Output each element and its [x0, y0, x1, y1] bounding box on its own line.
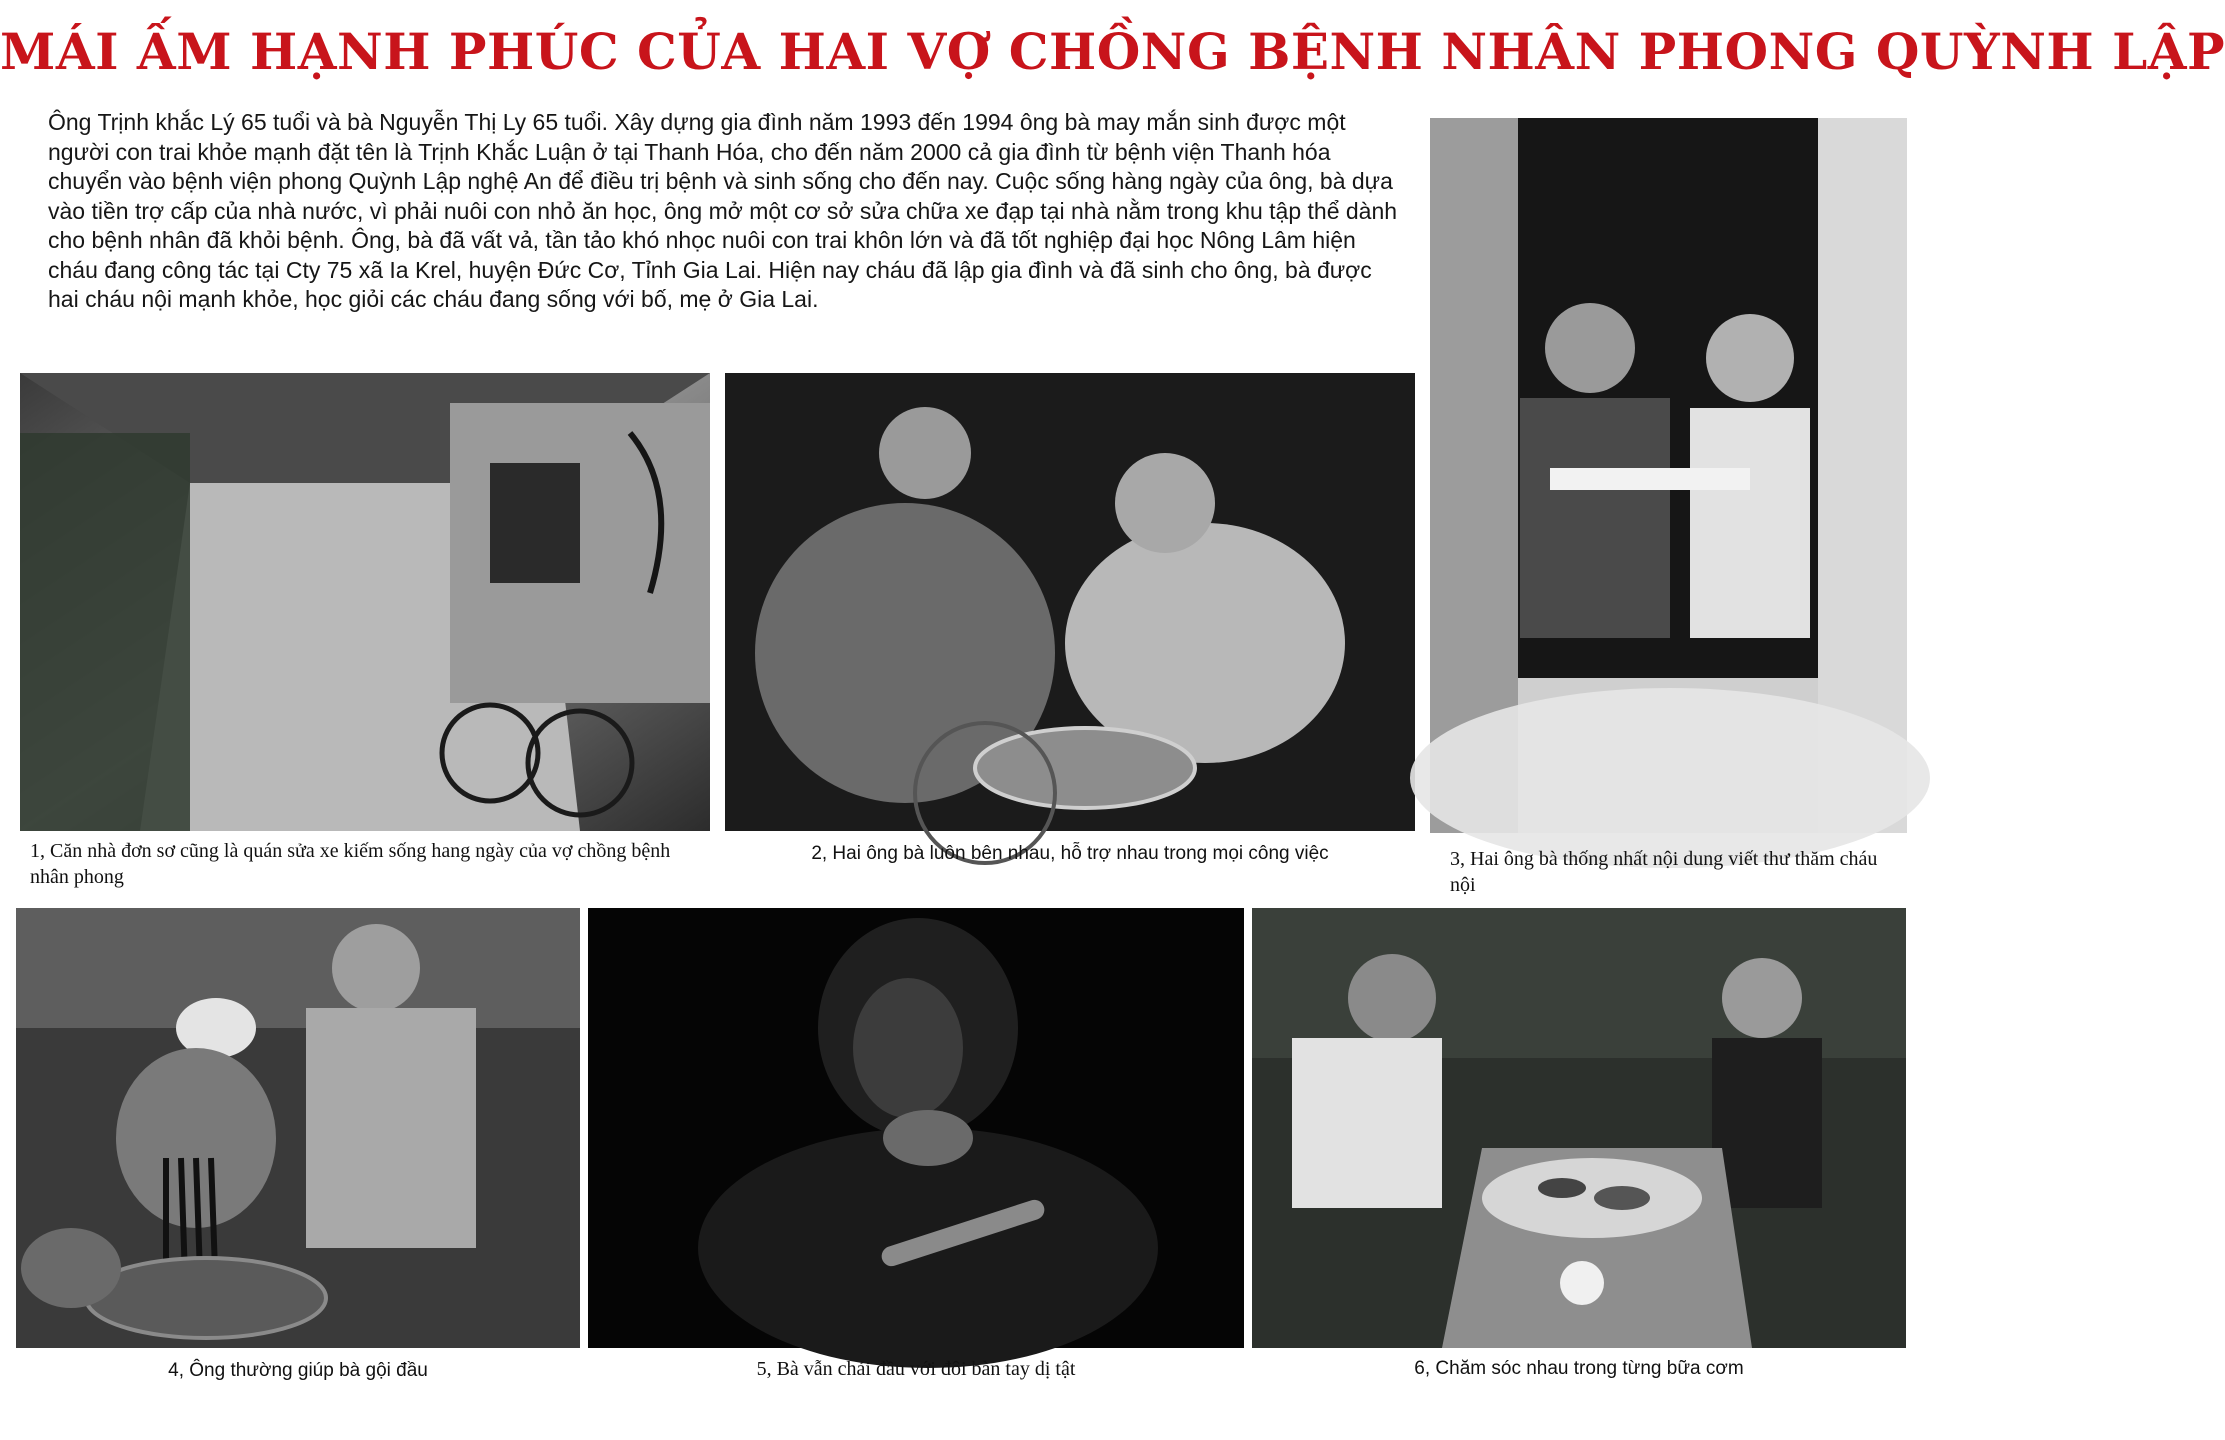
photo-5-combing-hair [588, 908, 1244, 1348]
photo-4-washing-hair [16, 908, 580, 1348]
photo-3-writing-letter [1430, 118, 1907, 833]
intro-paragraph: Ông Trịnh khắc Lý 65 tuổi và bà Nguyễn Thị Ly 65 tuổi. Xây dựng gia đình năm 1993 đến 1994 ông bà may mắn sinh được một người con trai khỏe mạnh đặt tên là Trịnh Khắc Luận ở tại Thanh Hóa, cho đến năm 2000 cả gia đình từ bệnh viện Thanh hóa chuyển vào bệnh viện phong Quỳnh Lập nghệ An để điều trị bệnh và sinh sống cho đến nay. Cuộc sống hàng ngày của ông, bà dựa vào tiền trợ cấp của nhà nước, vì phải nuôi con nhỏ ăn học, ông mở một cơ sở sửa chữa xe đạp tại nhà nằm trong khu tập thể dành cho bệnh nhân đã khỏi bệnh. Ông, bà đã vất vả, tần tảo khó nhọc nuôi con trai khôn lớn và đã tốt nghiệp đại học Nông Lâm hiện cháu đang công tác tại Cty 75 xã Ia Krel, huyện Đức Cơ, Tỉnh Gia Lai. Hiện nay cháu đã lập gia đình và đã sinh cho ông, bà được hai cháu nội mạnh khỏe, học giỏi các cháu đang sống với bố, mẹ ở Gia Lai. [48, 109, 1398, 312]
photo-6-caption: 6, Chăm sóc nhau trong từng bữa cơm [1414, 1358, 1744, 1379]
photo-1-repair-shop [20, 373, 710, 831]
photo-2-caption: 2, Hai ông bà luôn bên nhau, hỗ trợ nhau trong mọi công việc [811, 843, 1329, 864]
photo-6-sharing-meal [1252, 908, 1906, 1348]
photo-2-working-together [725, 373, 1415, 831]
article-title: MÁI ẤM HẠNH PHÚC CỦA HAI VỢ CHỒNG BỆNH NHÂN PHONG QUỲNH LẬP [0, 22, 2225, 81]
photo-5-caption: 5, Bà vẫn chải đầu với đôi bàn tay dị tật [756, 1358, 1076, 1380]
photo-3-caption: 3, Hai ông bà thống nhất nội dung viết thư thăm cháu nội [1450, 848, 1878, 896]
photo-1-caption: 1, Căn nhà đơn sơ cũng là quán sửa xe kiếm sống hang ngày của vợ chồng bệnh nhân phong [30, 840, 671, 888]
photo-4-caption: 4, Ông thường giúp bà gội đầu [168, 1360, 428, 1381]
